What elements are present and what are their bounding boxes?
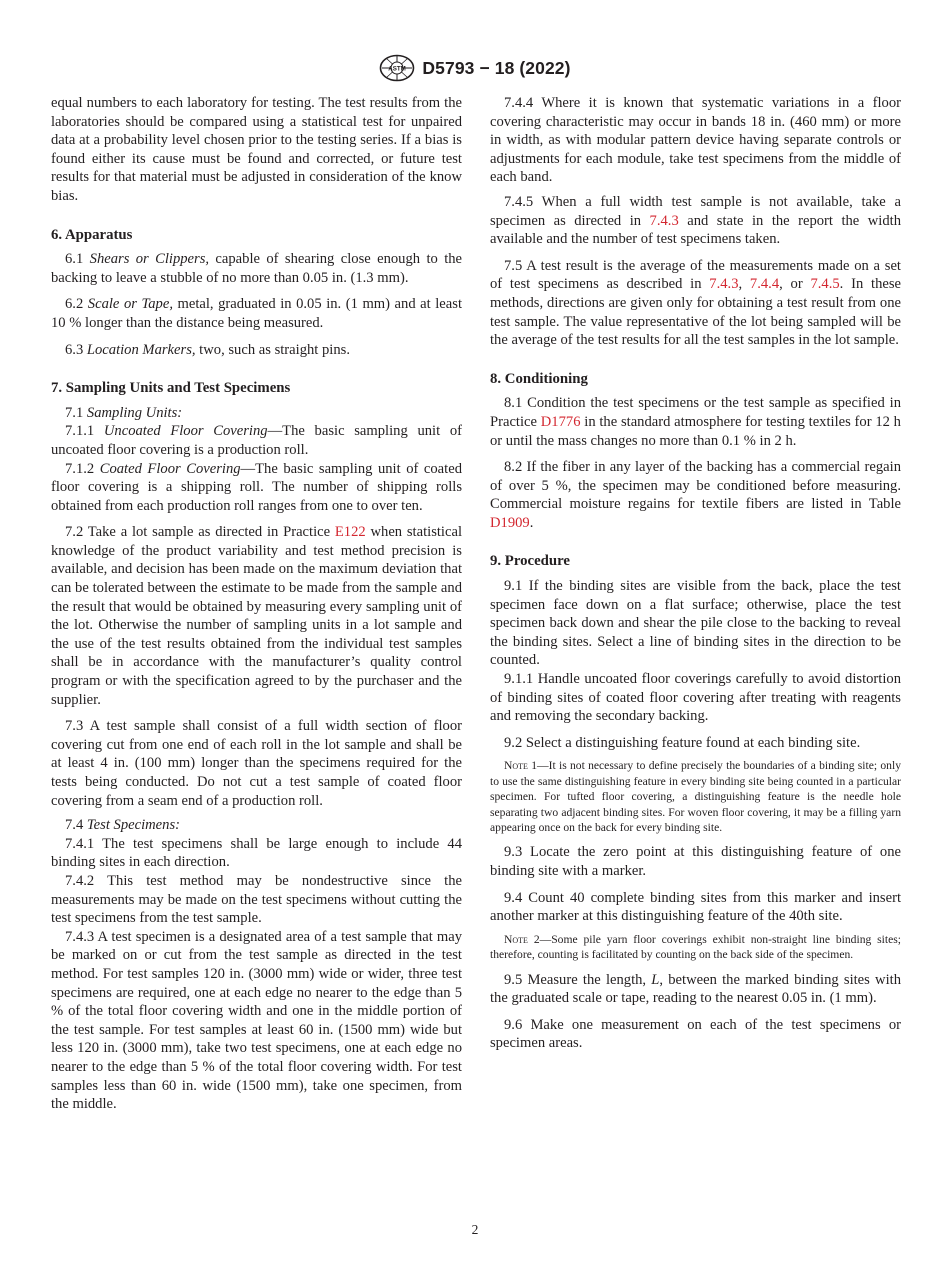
para-8-1: 8.1 Condition the test specimens or the test sample as specified in Practice D1776 in the standard atmosphere for testing textiles for 12 h or until the mass changes no more than 0.1 % in 2 h. bbox=[490, 395, 901, 449]
para-7-1-1: 7.1.1 Uncoated Floor Covering—The basic sampling unit of uncoated floor covering is a production roll. bbox=[51, 423, 462, 458]
reference-link-7-4-3[interactable]: 7.4.3 bbox=[709, 276, 739, 293]
para-9-5: 9.5 Measure the length, L, between the marked binding sites with the graduated scale or tape, reading to the nearest 0.05 in. (1 mm). bbox=[490, 971, 901, 1007]
section-8-heading: 8. Conditioning bbox=[490, 370, 588, 387]
para-9-6: 9.6 Make one measurement on each of the test specimens or specimen areas. bbox=[490, 1016, 901, 1052]
reference-link-d1776[interactable]: D1776 bbox=[540, 413, 581, 430]
astm-logo-icon bbox=[379, 54, 415, 82]
para-7-1: 7.1 Sampling Units: bbox=[65, 404, 183, 421]
reference-link-7-4-5[interactable]: 7.4.5 bbox=[810, 276, 840, 293]
right-column bbox=[490, 94, 901, 1053]
reference-link-e122[interactable]: E122 bbox=[334, 524, 366, 541]
page-header bbox=[0, 54, 950, 82]
reference-link-7-4-4[interactable]: 7.4.4 bbox=[749, 276, 780, 293]
para-7-3: 7.3 A test sample shall consist of a full width section of floor covering cut from one end of each roll in the lot sample and shall be at least 4 in. (100 mm) longer than the specimens required for the tests being conducted. Do not cut a test sample of coated floor covering from a seam end of a production roll. bbox=[51, 718, 462, 809]
para-7-4: 7.4 Test Specimens: bbox=[65, 817, 180, 834]
section-6-heading: 6. Apparatus bbox=[51, 226, 133, 243]
reference-link-d1909[interactable]: D1909 bbox=[490, 514, 530, 531]
left-column bbox=[51, 94, 462, 1114]
note-1: Note 1—It is not necessary to define precisely the boundaries of a binding site; only to use the same distinguishing feature in every binding site being counted in a particular specimen. For tufted floor covering, a distinguishing feature is the needle hole separating two adjacent binding sites. For woven floor covering, it may be a filling yarn appearing once on the back for every binding site. bbox=[490, 759, 901, 835]
section-9-heading: 9. Procedure bbox=[490, 553, 570, 570]
para-6-1: 6.1 Shears or Clippers, capable of shearing close enough to the backing to leave a stubble of no more than 0.05 in. (1.3 mm). bbox=[51, 251, 463, 286]
note-2: Note 2—Some pile yarn floor coverings exhibit non-straight line binding sites; therefore, counting is facilitated by counting on the back side of the specimen. bbox=[490, 932, 901, 962]
para-8-2: 8.2 If the fiber in any layer of the backing has a commercial regain of over 5 %, the specimen may be conditioned before measuring. Commercial moisture regains for textile fibers are listed in Table D1909. bbox=[490, 459, 901, 531]
para-9-2: 9.2 Select a distinguishing feature found at each binding site. bbox=[504, 734, 861, 751]
para-9-4: 9.4 Count 40 complete binding sites from this marker and insert another marker at this distinguishing feature of the 40th site. bbox=[490, 889, 901, 925]
reference-link-7-4-3[interactable]: 7.4.3 bbox=[649, 212, 679, 229]
para-7-5: 7.5 A test result is the average of the measurements made on a set of test specimens as described in 7.4.3, 7.4.4, or 7.4.5. In these methods, directions are given only for obtaining a test result from one test sample. The value representative of the lot being sampled will be the average of the test results for all the test samples in the lot sample. bbox=[490, 257, 901, 349]
para-7-4-4: 7.4.4 Where it is known that systematic variations in a floor covering characteristic may occur in bands 18 in. (460 mm) or more in width, as with modular pattern device having separate controls or adjustments for each module, take test specimens from the middle of each band. bbox=[490, 95, 901, 186]
section-7-heading: 7. Sampling Units and Test Specimens bbox=[51, 380, 291, 397]
para-6-2: 6.2 Scale or Tape, metal, graduated in 0.05 in. (1 mm) and at least 10 % longer than the distance being measured. bbox=[51, 296, 462, 331]
para-7-4-5: 7.4.5 When a full width test sample is not available, take a specimen as directed in 7.4.3 and state in the report the width available and the number of test specimens taken. bbox=[490, 193, 902, 248]
para-9-1: 9.1 If the binding sites are visible from the back, place the test specimen face down on a flat surface; otherwise, place the test specimen back down and shear the pile close to the backing to reveal the binding sites. Select a line of binding sites in the direction to be counted. bbox=[490, 578, 901, 669]
para-6-3: 6.3 Location Markers, two, such as straight pins. bbox=[65, 341, 350, 358]
para-9-1-1: 9.1.1 Handle uncoated floor coverings carefully to avoid distortion of binding sites of coated floor covering after treating with reagents and removing the secondary backing. bbox=[490, 671, 901, 725]
standard-designation: D5793 − 18 (2022) bbox=[422, 57, 571, 78]
paragraph-bias: equal numbers to each laboratory for testing. The test results from the laboratories should be compared using a statistical test for unpaired data at a probability level chosen prior to the testing series. If a bias is found either its cause must be found and corrected, or future test results for that material must be adjusted in consideration of the know bias. bbox=[51, 95, 462, 204]
para-7-4-1: 7.4.1 The test specimens shall be large enough to include 44 binding sites in each direction. bbox=[51, 835, 462, 871]
para-9-3: 9.3 Locate the zero point at this distinguishing feature of one binding site with a marker. bbox=[490, 844, 901, 880]
para-7-4-3: 7.4.3 A test specimen is a designated area of a test sample that may be marked on or cut from the test sample as directed in the test method. For test samples 120 in. (3000 mm) wide or wider, three test specimens are required, one at each edge no nearer to the edge than 5 % of the total floor covering width and one in the middle portion of the test sample. For test samples at least 60 in. (1500 mm) wide but less 120 in. (3000 mm), take two test specimens, one at each edge no nearer to the edge than 5 % of the total floor covering width. For test samples less than 60 in. wide (1500 mm), take one specimen, from the middle. bbox=[51, 928, 462, 1113]
svg-text:ASTM: ASTM bbox=[388, 65, 407, 73]
para-7-1-2: 7.1.2 Coated Floor Covering—The basic sampling unit of coated floor covering is a shipping roll. The number of shipping rolls obtained from each production roll ranges from one to over ten. bbox=[51, 460, 462, 514]
para-7-4-2: 7.4.2 This test method may be nondestructive since the measurements may be made on the test specimens without cutting the test specimens from the test sample. bbox=[51, 872, 462, 927]
para-7-2: 7.2 Take a lot sample as directed in Practice E122 when statistical knowledge of the product variability and test method precision is available, and decision has been made on the maximum deviation that can be tolerated between the estimate to be made from the sample and the result that would be obtained by measuring every sampling unit of the lot. Otherwise the number of sampling units in a lot sample and the use of the test results obtained from the individual test samples shall be in accordance with the manufacturer’s quality control program or with the specification agreed to by the purchaser and the supplier. bbox=[51, 524, 462, 708]
page-number: 2 bbox=[471, 1222, 479, 1237]
